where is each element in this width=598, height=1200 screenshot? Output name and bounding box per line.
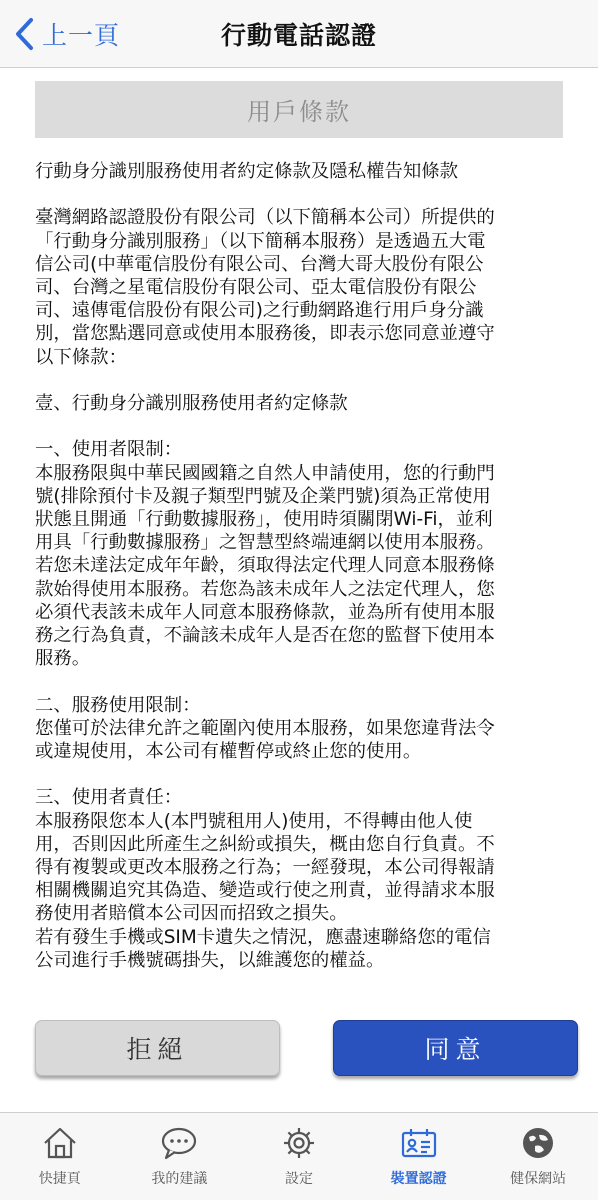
tab-device-auth-label: 裝置認證 xyxy=(390,1171,447,1187)
home-icon xyxy=(42,1126,78,1160)
terms-line: 用，否則因此所產生之糾紛或損失，概由您自行負責。不 xyxy=(35,833,495,855)
tab-home[interactable] xyxy=(0,1113,120,1200)
terms-line: 相關機關追究其偽造、變造或行使之刑責，並得請求本服 xyxy=(35,880,495,902)
terms-line: 三、使用者責任： xyxy=(35,787,183,809)
tab-nhi-website[interactable] xyxy=(478,1113,598,1200)
terms-line: 別，當您點選同意或使用本服務後，即表示您同意並遵守 xyxy=(35,323,495,345)
terms-line: 您僅可於法律允許之範圍內使用本服務，如果您違背法令 xyxy=(35,717,495,739)
gear-icon xyxy=(282,1126,316,1160)
agree-button[interactable]: 同意 xyxy=(333,1020,578,1076)
paragraph-gap xyxy=(35,670,565,693)
tab-suggestions-label: 我的建議 xyxy=(151,1171,208,1187)
terms-banner xyxy=(35,81,563,138)
paragraph-gap xyxy=(35,369,565,392)
paragraph-gap xyxy=(35,415,565,438)
back-button-label: 上一頁 xyxy=(42,21,121,50)
tab-nhi-website-label: 健保網站 xyxy=(510,1171,567,1187)
nav-header xyxy=(0,0,598,68)
terms-line: 用具「行動數據服務」之智慧型終端連網以使用本服務。 xyxy=(35,532,495,554)
terms-line: 「行動身分識別服務」（以下簡稱本服務）是透過五大電 xyxy=(35,230,486,252)
terms-line: 務之行為負責，不論該未成年人是否在您的監督下使用本 xyxy=(35,625,495,647)
terms-line: 本服務限與中華民國國籍之自然人申請使用，您的行動門 xyxy=(35,462,495,484)
terms-line: 號(排除預付卡及親子類型門號及企業門號)須為正常使用 xyxy=(35,485,491,507)
terms-line: 服務。 xyxy=(35,648,91,670)
terms-line: 本服務限您本人(本門號租用人)使用，不得轉由他人使 xyxy=(35,810,473,832)
terms-line: 一、使用者限制： xyxy=(35,439,183,461)
terms-line: 以下條款： xyxy=(35,346,127,368)
terms-line: 壹、行動身分識別服務使用者約定條款 xyxy=(35,393,348,414)
terms-text[interactable] xyxy=(35,160,565,990)
terms-line: 司、台灣之星電信股份有限公司、亞太電信股份有限公 xyxy=(35,277,477,298)
terms-line: 若有發生手機或SIM卡遺失之情況，應盡速聯絡您的電信 xyxy=(35,926,491,948)
tab-bar xyxy=(0,1112,598,1200)
paragraph-gap xyxy=(35,763,565,786)
terms-line: 狀態且開通「行動數據服務」，使用時須關閉Wi-Fi，並利 xyxy=(35,509,493,530)
terms-line: 二、服務使用限制： xyxy=(35,694,201,716)
terms-line: 款始得使用本服務。若您為該未成年人之法定代理人，您 xyxy=(35,578,495,600)
page-title: 行動電話認證 xyxy=(220,21,377,50)
terms-line: 公司進行手機號碼掛失，以維護您的權益。 xyxy=(35,949,385,971)
terms-line: 若您未達法定成年年齡，須取得法定代理人同意本服務條 xyxy=(35,555,495,577)
terms-line: 信公司(中華電信股份有限公司、台灣大哥大股份有限公 xyxy=(35,253,484,275)
tab-suggestions[interactable] xyxy=(120,1113,240,1200)
chat-bubble-icon xyxy=(160,1126,198,1160)
reject-button[interactable]: 拒絕 xyxy=(35,1020,280,1076)
globe-icon xyxy=(521,1126,555,1160)
terms-line: 司、遠傳電信股份有限公司)之行動網路進行用戶身分識 xyxy=(35,300,484,322)
terms-line: 必須代表該未成年人同意本服務條款，並為所有使用本服 xyxy=(35,601,495,623)
terms-line: 行動身分識別服務使用者約定條款及隱私權告知條款 xyxy=(35,161,458,182)
terms-line: 務使用者賠償本公司因而招致之損失。 xyxy=(35,903,348,925)
paragraph-gap xyxy=(35,183,565,206)
terms-line: 臺灣網路認證股份有限公司（以下簡稱本公司）所提供的 xyxy=(35,207,495,229)
tab-settings-label: 設定 xyxy=(284,1171,313,1187)
terms-banner-label: 用戶條款 xyxy=(247,98,351,126)
terms-line: 得有複製或更改本服務之行為；一經發現，本公司得報請 xyxy=(35,857,495,879)
id-card-icon xyxy=(400,1126,438,1160)
tab-settings[interactable] xyxy=(239,1113,359,1200)
terms-line: 或違規使用，本公司有權暫停或終止您的使用。 xyxy=(35,741,422,763)
tab-home-label: 快捷頁 xyxy=(38,1171,81,1187)
tab-device-auth[interactable] xyxy=(359,1113,479,1200)
